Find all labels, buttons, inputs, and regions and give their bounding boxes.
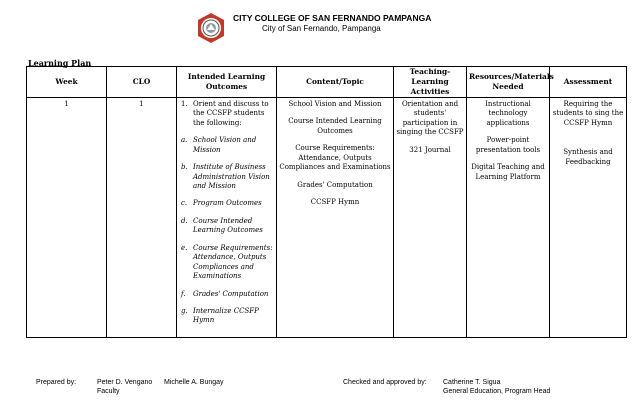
list-item: d. Course Intended Learning Outcomes [181, 216, 263, 235]
learning-plan-title: Learning Plan [28, 58, 92, 68]
learning-plan-table [26, 66, 627, 338]
assessment-item: Synthesis and Feedbacking [563, 148, 613, 166]
prepared-by-block [97, 378, 152, 397]
checked-by-block [443, 378, 550, 397]
list-item: c. Program Outcomes [181, 199, 262, 208]
header-assessment: Assessment [550, 67, 627, 98]
prepared-by-role: Faculty [97, 388, 120, 396]
content-item: CCSFP Hymn [310, 198, 360, 207]
list-item: f. Grades' Computation [181, 289, 269, 298]
content-item: Grades' Computation [297, 180, 373, 189]
clo-cell: 1 [107, 97, 177, 337]
college-location: City of San Fernando, Pampanga [262, 24, 381, 33]
header-outcomes: Intended Learning Outcomes [177, 67, 277, 98]
header-week: Week [27, 67, 107, 98]
list-item: g. Internalize CCSFP Hymn [181, 306, 259, 325]
second-preparer-name: Michelle A. Bungay [164, 379, 224, 386]
table-row [27, 97, 627, 337]
checked-by-name: Catherine T. Sigua [443, 379, 501, 386]
activity-item: Orientation and students' participation in singing the CCSFP [396, 99, 464, 137]
week-cell: 1 [27, 97, 107, 337]
resource-item: Instructional technology applications [485, 99, 531, 127]
table-header-row [27, 67, 627, 98]
resource-item: Digital Teaching and Learning Platform [471, 163, 545, 181]
checked-by-role: General Education, Program Head [443, 388, 551, 396]
outcomes-cell [177, 97, 277, 337]
assessment-item: Requiring the students to sing the CCSFP Hymn [552, 99, 624, 127]
college-name: CITY COLLEGE OF SAN FERNANDO PAMPANGA [233, 13, 432, 23]
college-seal-logo [195, 12, 227, 44]
header-content: Content/Topic [277, 67, 394, 98]
activity-item: 321 Journal [409, 145, 451, 154]
content-item: Course Intended Learning Outcomes [288, 117, 382, 135]
outcomes-list [181, 100, 274, 326]
content-item: School Vision and Mission [288, 99, 382, 108]
assessment-cell [550, 97, 627, 337]
list-item: b. Institute of Business Administration Vision and Mission [181, 163, 270, 191]
content-item: Course Requirements: Attendance, Outputs Compliances and Examinations [279, 144, 391, 172]
list-item: e. Course Requirements: Attendance, Outputs Compliances and Examinations [181, 243, 273, 281]
header-clo: CLO [107, 67, 177, 98]
header-resources: Resources/Materials Needed [467, 67, 550, 98]
list-item: 1. Orient and discuss to the CCSFP students the following: [181, 99, 269, 127]
resources-cell [467, 97, 550, 337]
list-item: a. School Vision and Mission [181, 136, 257, 154]
prepared-by-name: Peter D. Vengano [97, 379, 153, 386]
checked-by-label: Checked and approved by: [343, 379, 427, 386]
activities-cell [394, 97, 467, 337]
resource-item: Power-point presentation tools [475, 136, 541, 154]
prepared-by-label: Prepared by: [36, 379, 77, 386]
content-cell [277, 97, 394, 337]
header-activities: Teaching-Learning Activities [394, 67, 467, 98]
